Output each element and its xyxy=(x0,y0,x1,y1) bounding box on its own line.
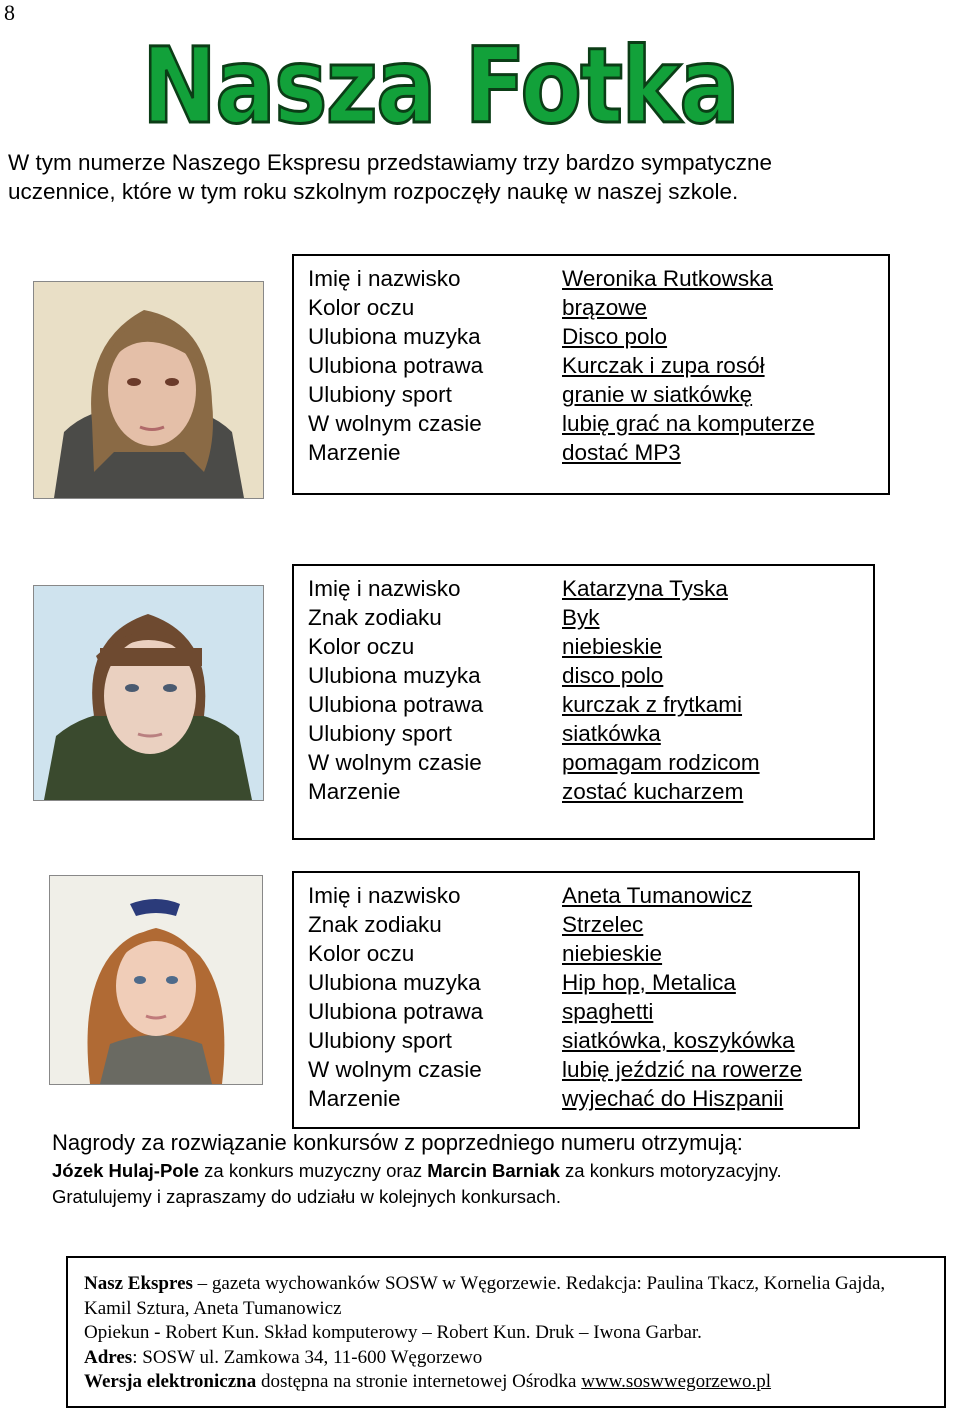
field-label: Kolor oczu xyxy=(308,634,415,659)
intro-paragraph xyxy=(8,148,908,206)
field-label: Ulubiona potrawa xyxy=(308,692,484,717)
masthead-text: – gazeta wychowanków SOSW w Węgorzewie. Redakcja: Paulina Tkacz, Kornelia Gajda, Kamil Sztura, Aneta Tumanowicz xyxy=(84,1273,886,1319)
online-label: Wersja elektroniczna xyxy=(84,1371,257,1392)
field-label: Ulubiony sport xyxy=(308,1028,452,1053)
field-value: Hip hop, Metalica xyxy=(562,970,736,995)
field-value: lubię jeździć na rowerze xyxy=(562,1057,803,1082)
field-label: Marzenie xyxy=(308,1086,401,1111)
field-value: pomagam rodzicom xyxy=(562,750,760,775)
field-label: Ulubiona potrawa xyxy=(308,999,484,1024)
profile-rows xyxy=(308,264,878,467)
student-photo xyxy=(33,585,264,801)
title-text: Nasza Fotka xyxy=(142,25,738,147)
field-value: brązowe xyxy=(562,295,648,320)
field-value: disco polo xyxy=(562,663,664,688)
field-value: zostać kucharzem xyxy=(562,779,744,804)
profile-row xyxy=(308,719,868,748)
field-value: dostać MP3 xyxy=(562,440,681,465)
profile-row xyxy=(308,380,878,409)
field-value: Strzelec xyxy=(562,912,644,937)
field-label: W wolnym czasie xyxy=(308,750,482,775)
field-value: Kurczak i zupa rosół xyxy=(562,353,765,378)
online-text: dostępna na stronie internetowej Ośrodka xyxy=(256,1371,582,1392)
profile-row xyxy=(308,603,868,632)
student-photo xyxy=(33,281,264,499)
website-link[interactable]: www.soswwegorzewo.pl xyxy=(581,1371,772,1392)
paper-name: Nasz Ekspres xyxy=(84,1273,193,1294)
field-value: siatkówka, koszykówka xyxy=(562,1028,795,1053)
field-label: Ulubiona muzyka xyxy=(308,970,481,995)
field-label: Ulubiona muzyka xyxy=(308,324,481,349)
masthead-line xyxy=(84,1346,934,1371)
field-value: Aneta Tumanowicz xyxy=(562,883,753,908)
profile-row xyxy=(308,574,868,603)
field-label: Imię i nazwisko xyxy=(308,883,461,908)
profile-row xyxy=(308,910,848,939)
profile-row xyxy=(308,1055,848,1084)
field-value: siatkówka xyxy=(562,721,661,746)
intro-line: W tym numerze Naszego Ekspresu przedstawiamy trzy bardzo sympatyczne xyxy=(8,150,773,175)
field-label: Kolor oczu xyxy=(308,295,415,320)
winner-name: Marcin Barniak xyxy=(427,1160,560,1181)
field-label: W wolnym czasie xyxy=(308,1057,482,1082)
address-label: Adres xyxy=(84,1346,133,1368)
profile-row xyxy=(308,1026,848,1055)
field-label: Imię i nazwisko xyxy=(308,266,461,291)
profile-rows xyxy=(308,574,868,806)
prizes-closing: Gratulujemy i zapraszamy do udziału w kolejnych konkursach. xyxy=(52,1186,561,1207)
field-value: Katarzyna Tyska xyxy=(562,576,728,601)
address-text: : SOSW ul. Zamkowa 34, 11-600 Węgorzewo xyxy=(132,1346,483,1368)
masthead-line xyxy=(84,1272,934,1321)
field-value: niebieskie xyxy=(562,941,663,966)
field-label: Ulubiona muzyka xyxy=(308,663,481,688)
prizes-text: za konkurs muzyczny oraz xyxy=(199,1160,428,1181)
field-value: Weronika Rutkowska xyxy=(562,266,773,291)
masthead-line xyxy=(84,1370,934,1395)
field-value: niebieskie xyxy=(562,634,663,659)
field-label: Marzenie xyxy=(308,779,401,804)
profile-row xyxy=(308,690,868,719)
profile-card xyxy=(292,871,860,1129)
profile-row xyxy=(308,322,878,351)
masthead-footer xyxy=(66,1256,946,1408)
profile-row xyxy=(308,1084,848,1113)
intro-line: uczennice, które w tym roku szkolnym rozpoczęły naukę w naszej szkole. xyxy=(8,179,739,204)
field-label: Ulubiony sport xyxy=(308,382,452,407)
profile-row xyxy=(308,264,878,293)
prizes-section xyxy=(52,1128,952,1210)
prizes-winners xyxy=(52,1158,952,1184)
profile-row xyxy=(308,293,878,322)
prizes-heading: Nagrody za rozwiązanie konkursów z poprzedniego numeru otrzymują: xyxy=(52,1130,743,1155)
winner-name: Józek Hulaj-Pole xyxy=(52,1160,200,1181)
profile-row xyxy=(308,438,878,467)
profile-rows xyxy=(308,881,848,1113)
field-value: wyjechać do Hiszpanii xyxy=(562,1086,784,1111)
profile-row xyxy=(308,409,878,438)
profile-row xyxy=(308,881,848,910)
student-photo xyxy=(49,875,263,1085)
field-value: Disco polo xyxy=(562,324,668,349)
field-label: Ulubiona potrawa xyxy=(308,353,484,378)
page-number: 8 xyxy=(4,0,15,25)
profile-row xyxy=(308,939,848,968)
profile-card xyxy=(292,254,890,495)
field-value: kurczak z frytkami xyxy=(562,692,743,717)
prizes-text: za konkurs motoryzacyjny. xyxy=(559,1160,782,1181)
field-label: Imię i nazwisko xyxy=(308,576,461,601)
field-label: W wolnym czasie xyxy=(308,411,482,436)
field-label: Znak zodiaku xyxy=(308,912,442,937)
field-value: Byk xyxy=(562,605,600,630)
field-label: Kolor oczu xyxy=(308,941,415,966)
field-value: spaghetti xyxy=(562,999,654,1024)
profile-row xyxy=(308,632,868,661)
field-value: lubię grać na komputerze xyxy=(562,411,815,436)
profile-row xyxy=(308,997,848,1026)
field-label: Znak zodiaku xyxy=(308,605,442,630)
profile-row xyxy=(308,777,868,806)
profile-row xyxy=(308,748,868,777)
profile-row xyxy=(308,968,848,997)
profile-card xyxy=(292,564,875,840)
field-label: Ulubiony sport xyxy=(308,721,452,746)
profile-row xyxy=(308,351,878,380)
profile-row xyxy=(308,661,868,690)
field-value: granie w siatkówkę xyxy=(562,382,753,407)
masthead-line: Opiekun - Robert Kun. Skład komputerowy – Robert Kun. Druk – Iwona Garbar. xyxy=(84,1322,702,1343)
page-title xyxy=(130,24,750,147)
field-label: Marzenie xyxy=(308,440,401,465)
